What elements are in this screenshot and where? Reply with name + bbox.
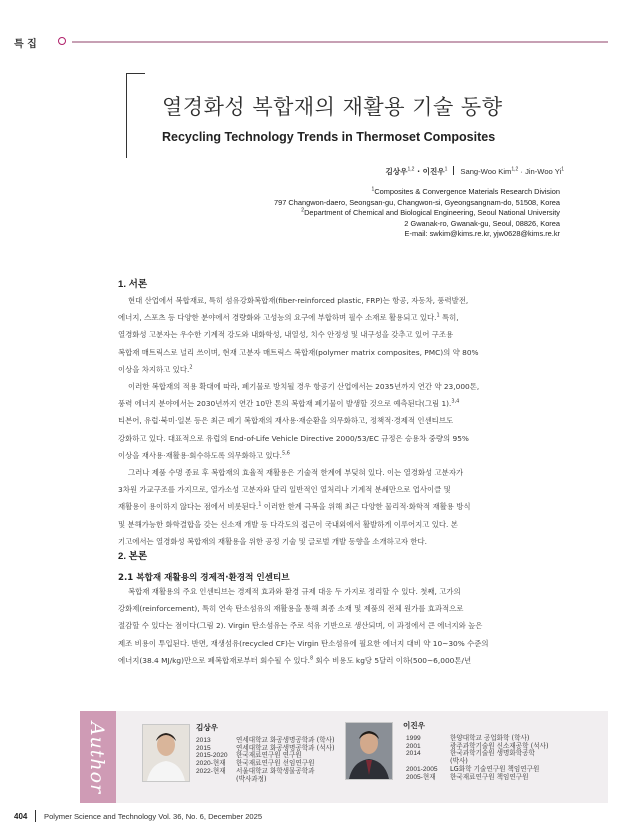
cv-text: 서울대학교 화학생물공학과 <box>236 766 315 775</box>
body-p1-line: 절감할 수 있다는 점이다(그림 2). Virgin 탄소섬유는 주로 석유 기반으로 생산되며, 이 과정에서 큰 에너지와 높은 <box>118 621 483 631</box>
author-ko-dot: · <box>414 167 423 176</box>
author-photo-1 <box>142 724 190 782</box>
cv-row <box>406 750 549 758</box>
cv-year: 2001 <box>406 742 421 750</box>
cv-year: 2013 <box>196 737 211 744</box>
cv-row <box>196 776 335 784</box>
body-p1-line-text: 에너지(38.4 MJ/kg)만으로 폐복합재로부터 회수될 수 있다. <box>118 655 310 665</box>
cv-text: LG화학 기술연구원 책임연구원 <box>450 764 540 773</box>
cv-row <box>406 774 549 782</box>
intro-paragraph-2 <box>118 378 590 464</box>
cv-text: 연세대학교 화공생명공학과 (석사) <box>236 743 335 752</box>
author-box-label <box>86 718 108 798</box>
cv-year: 2020-현재 <box>196 760 226 768</box>
intro-p2-line-text: 이상을 재사용·재활용·회수하도록 의무화하고 있다. <box>118 450 283 460</box>
intro-p1-line-text: 이상을 차지하고 있다. <box>118 364 190 374</box>
citation-sup: 8 <box>310 655 314 662</box>
affiliation-2-address: 2 Gwanak-ro, Gwanak-gu, Seoul, 08826, Korea <box>404 218 560 228</box>
cv-text: 한양대학교 공업화학 (학사) <box>450 734 530 742</box>
affiliation-1-name <box>140 187 560 198</box>
cv-year: 1999 <box>406 735 421 742</box>
title-bracket <box>126 73 145 158</box>
intro-p3-line-tail: 이러한 한계 극복을 위해 최근 다양한 물리적·화학적 재활용 방식 <box>261 502 471 512</box>
cv-text: (박사) <box>450 757 468 766</box>
intro-p3-line: 및 분해가능한 화학결합을 갖는 신소재 개발 등 다각도의 접근이 국내외에서 활발하게 이루어지고 있다. 본 <box>118 519 458 529</box>
affiliation-1-address: 797 Changwon-daero, Seongsan-gu, Changwon-si, Gyeongsangnam-do, 51508, Korea <box>274 197 560 207</box>
cv-text: 한국재료연구원 책임연구원 <box>450 772 529 781</box>
intro-p1-line-tail: 특히, <box>439 313 459 323</box>
cv-year: 2014 <box>406 750 421 758</box>
body-heading: 2. 본론 <box>118 551 148 562</box>
intro-p2-line: 이러한 복합재의 적용 확대에 따라, 폐기물로 방치될 경우 항공기 산업에서는 2035년까지 연간 약 23,000톤, <box>128 382 480 391</box>
author-separator <box>453 166 454 175</box>
footer-divider <box>35 810 36 822</box>
cv-year <box>196 776 236 784</box>
author-cv-2 <box>406 735 549 781</box>
cv-year <box>406 758 450 766</box>
body-p1-line: 제조 비용이 투입된다. 반면, 재생섬유(recycled CF)는 Virgin 탄소섬유에 필요한 에너지 대비 약 10~30% 수준의 <box>118 638 489 648</box>
author-name-1: 김상우 <box>196 723 219 732</box>
contact-email: E-mail: swkim@kims.re.kr, yjw0628@kims.re.kr <box>404 229 560 239</box>
body-p1-line-tail: 회수 비용도 kg당 5달러 이하(500~6,000톤/년 <box>313 655 472 665</box>
citation-sup: 3,4 <box>451 398 460 405</box>
author-name-2: 이진우 <box>403 721 426 730</box>
intro-p1-line-text: 에너지, 스포츠 등 다양한 분야에서 경량화와 고성능의 요구에 부합하며 필수 소재로 활용되고 있다. <box>118 313 437 323</box>
affiliation-1-text: Composites & Convergence Materials Research Division <box>374 187 560 196</box>
intro-p3-line <box>118 498 590 515</box>
body-p1-line: 강화제(reinforcement), 특히 연속 탄소섬유의 재활용을 통해 최종 소재 및 제품의 전체 원가를 효과적으로 <box>118 604 464 614</box>
intro-p3-line: 3차원 가교구조를 가지므로, 열가소성 고분자와 달리 일반적인 열처리나 기계적 분쇄만으로 업사이클 및 <box>118 485 451 495</box>
intro-p2-line <box>118 447 590 464</box>
affiliation-2-sup: 2 <box>301 207 305 214</box>
intro-p1-line <box>118 361 590 378</box>
author-ko-2-sup: 1 <box>444 166 448 173</box>
intro-p2-line: 강화하고 있다. 대표적으로 유럽의 End-of-Life Vehicle Directive 2000/53/EC 규정은 승용차 중량의 95% <box>118 433 469 443</box>
cv-text: 연세대학교 화공생명공학과 (학사) <box>236 736 335 744</box>
cv-year: 2015-2020 <box>196 752 228 760</box>
cv-text: 한국재료연구원 연구원 <box>236 751 302 760</box>
cv-year: 2015 <box>196 744 211 752</box>
intro-p2-line-text: 풍력 에너지 분야에서는 2030년까지 연간 10만 톤의 복합재 폐기물이 발생할 것으로 예측된다(그림 1). <box>118 399 452 409</box>
author-ko-1: 김상우 <box>385 167 408 176</box>
author-ko-2: 이진우 <box>422 167 445 176</box>
body-paragraph-1 <box>118 583 590 669</box>
affiliation-2-name <box>140 208 560 219</box>
author-ko-1-sup: 1,2 <box>407 166 415 173</box>
person-photo-icon <box>143 725 189 781</box>
author-cv-1 <box>196 737 335 783</box>
intro-heading: 1. 서론 <box>118 279 148 290</box>
affiliations <box>140 187 560 240</box>
intro-p1-line: 열경화성 고분자는 우수한 기계적 강도와 내화학성, 내열성, 치수 안정성 및 내구성을 갖추고 있어 구조용 <box>118 330 454 340</box>
author-box-label-text: Author <box>86 721 108 795</box>
citation-sup: 1 <box>436 312 440 319</box>
intro-p3-line: 기고에서는 열경화성 복합재의 재활용을 위한 공정 기술 및 글로벌 개발 동향을 소개하고자 한다. <box>118 536 427 546</box>
citation-sup: 5,6 <box>282 450 290 457</box>
intro-paragraph-3 <box>118 464 590 550</box>
author-photo-2 <box>345 722 393 780</box>
intro-p3-line-text: 재활용이 용이하지 않다는 점에서 비롯된다. <box>118 502 259 512</box>
article-title-korean: 열경화성 복합재의 재활용 기술 동향 <box>162 95 503 119</box>
intro-p1-line: 복합재 매트릭스로 널리 쓰이며, 현재 고분자 매트릭스 복합재(polymer matrix composites, PMC)의 약 80% <box>118 347 479 357</box>
intro-p2-line <box>118 395 590 412</box>
affiliation-2-text: Department of Chemical and Biological Engineering, Seoul National University <box>304 208 560 218</box>
author-en-1-sup: 1,2 <box>511 166 519 173</box>
header-rule <box>72 41 608 43</box>
subsection-heading: 2.1 복합재 재활용의 경제적·환경적 인센티브 <box>118 573 290 583</box>
cv-year: 2005-현재 <box>406 773 436 781</box>
cv-text: (박사과정) <box>236 774 267 783</box>
citation-sup: 2 <box>189 364 193 371</box>
page-number: 404 <box>14 812 28 821</box>
section-tag: 특 집 <box>14 39 37 50</box>
author-en-1: Sang-Woo Kim <box>460 167 512 176</box>
cv-text: 광주과학기술원 신소재공학 (석사) <box>450 741 549 750</box>
author-en-2-sup: 1 <box>561 166 564 173</box>
author-en-dot: · <box>518 167 526 176</box>
section-bullet-icon <box>58 37 66 45</box>
person-photo-icon <box>346 723 392 779</box>
intro-p3-line: 그러나 제품 수명 종료 후 복합재의 효율적 재활용은 기술적 한계에 부딪혀 있다. 이는 열경화성 고분자가 <box>128 468 464 477</box>
intro-paragraph-1 <box>118 292 590 378</box>
citation-sup: 1 <box>258 501 262 508</box>
cv-text: 한국과학기술원 생명화학공학 <box>450 749 535 758</box>
cv-text: 한국재료연구원 선임연구원 <box>236 759 315 768</box>
affiliation-1-sup: 1 <box>371 186 375 193</box>
author-line <box>385 166 564 177</box>
body-p1-line <box>118 652 590 669</box>
author-en-2: Jin-Woo Yi <box>525 167 562 176</box>
intro-p1-line <box>118 309 590 326</box>
journal-citation: Polymer Science and Technology Vol. 36, No. 6, December 2025 <box>44 812 263 821</box>
cv-year: 2022-현재 <box>196 767 226 775</box>
article-title-english: Recycling Technology Trends in Thermoset Composites <box>162 130 496 144</box>
intro-p1-line: 현대 산업에서 복합재료, 특히 섬유강화복합재(fiber-reinforced plastic, FRP)는 항공, 자동차, 풍력발전, <box>128 296 469 305</box>
body-p1-line: 복합재 재활용의 주요 인센티브는 경제적 효과와 환경 규제 대응 두 가지로 정리할 수 있다. 첫째, 고가의 <box>128 587 461 596</box>
cv-year: 2001-2005 <box>406 765 438 773</box>
intro-p2-line: 티븐어, 유럽·북미·일본 등은 최근 폐기 복합재의 재사용·재순환을 의무화하고, 정책적·경제적 인센티브도 <box>118 416 454 426</box>
